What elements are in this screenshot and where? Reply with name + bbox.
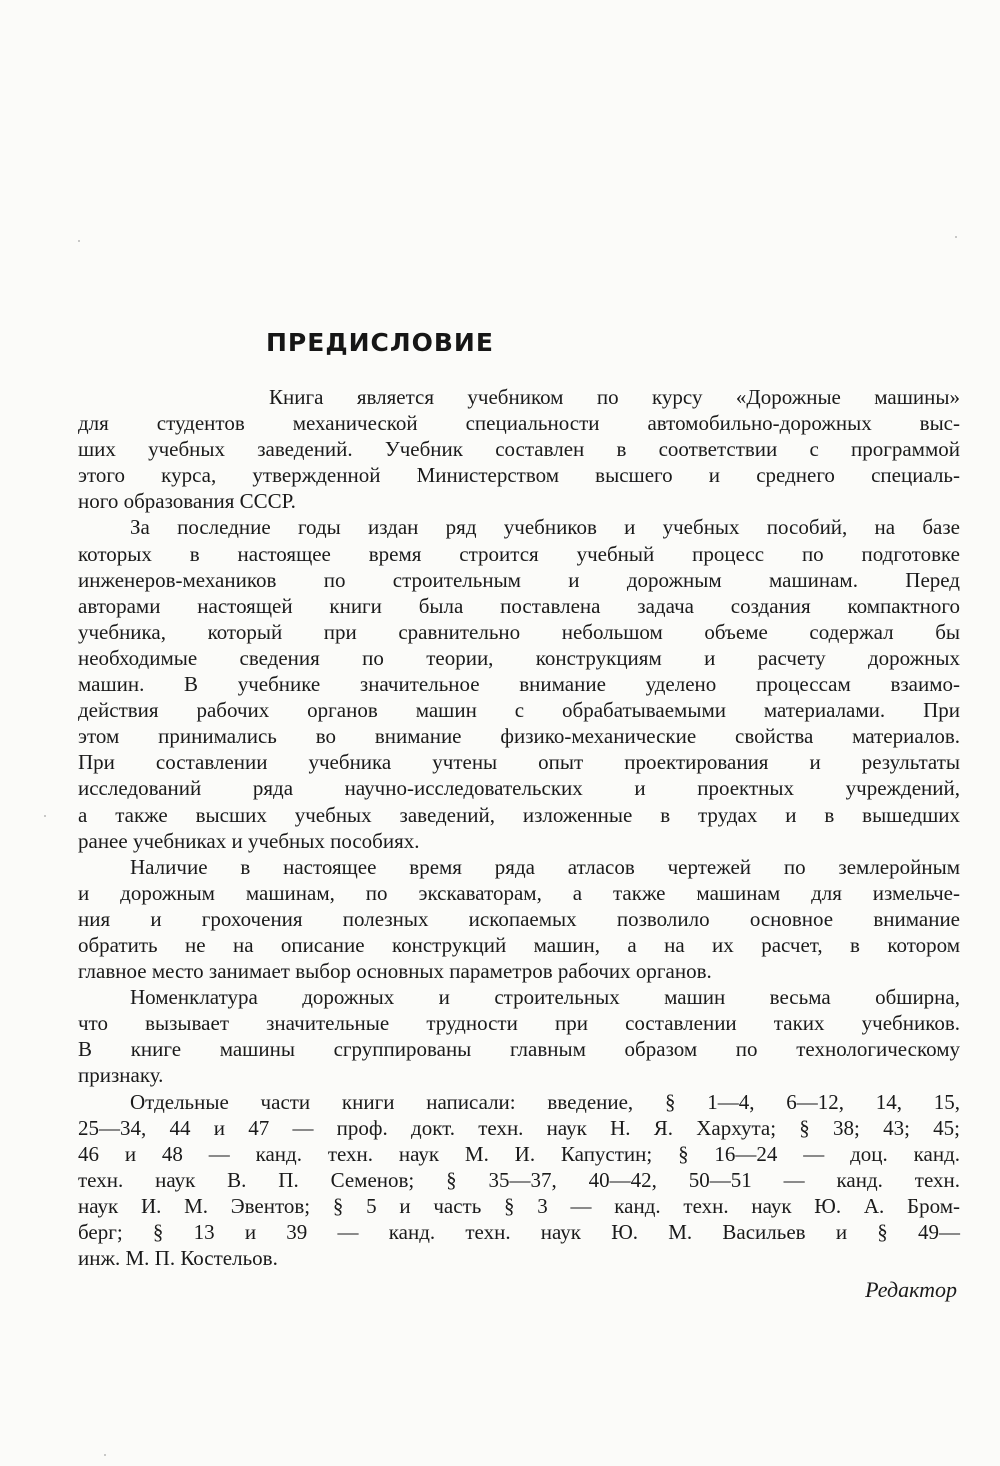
- text-line: При составлении учебника учтены опыт проектирования и результаты: [78, 750, 960, 775]
- text-line: действия рабочих органов машин с обрабатываемыми материалами. При: [78, 698, 960, 723]
- text-line: признаку.: [78, 1063, 164, 1088]
- text-line: 46 и 48 — канд. техн. наук М. И. Капустин; § 16—24 — доц. канд.: [78, 1141, 960, 1166]
- text-line: исследований ряда научно-исследовательских и проектных учреждений,: [78, 776, 960, 801]
- preface-body: [78, 384, 960, 1271]
- text-line: ния и грохочения полезных ископаемых позволило основное внимание: [78, 906, 960, 931]
- text-line: машин. В учебнике значительное внимание уделено процессам взаимо-: [78, 672, 960, 697]
- paragraph: [78, 514, 960, 853]
- text-line: Наличие в настоящее время ряда атласов чертежей по землеройным: [130, 854, 960, 879]
- text-line: Отдельные части книги написали: введение, § 1—4, 6—12, 14, 15,: [130, 1089, 960, 1114]
- text-line: техн. наук В. П. Семенов; § 35—37, 40—42, 50—51 — канд. техн.: [78, 1167, 960, 1192]
- text-line: берг; § 13 и 39 — канд. техн. наук Ю. М. Васильев и § 49—: [78, 1220, 960, 1244]
- paragraph: [78, 384, 960, 514]
- text-line: Номенклатура дорожных и строительных машин весьма обширна,: [130, 985, 960, 1010]
- text-line: необходимые сведения по теории, конструкциям и расчету дорожных: [78, 645, 960, 670]
- text-line: а также высших учебных заведений, изложенные в трудах и в вышедших: [78, 802, 960, 827]
- page-title: ПРЕДИСЛОВИЕ: [266, 328, 494, 357]
- text-line: ших учебных заведений. Учебник составлен в соответствии с программой: [78, 437, 960, 462]
- text-line: наук И. М. Эвентов; § 5 и часть § 3 — канд. техн. наук Ю. А. Бром-: [78, 1193, 960, 1218]
- text-line: учебника, который при сравнительно небольшом объеме содержал бы: [78, 619, 960, 644]
- text-line: В книге машины сгруппированы главным образом по технологическому: [78, 1037, 960, 1062]
- text-line: Книга является учебником по курсу «Дорожные машины»: [269, 385, 960, 409]
- text-line: что вызывает значительные трудности при составлении таких учебников.: [78, 1011, 960, 1036]
- text-line: этом принимались во внимание физико-механические свойства материалов.: [78, 724, 960, 749]
- text-line: и дорожным машинам, по экскаваторам, а также машинам для измельче-: [78, 880, 960, 905]
- text-line: авторами настоящей книги была поставлена задача создания компактного: [78, 593, 960, 618]
- text-line: инженеров-механиков по строительным и дорожным машинам. Перед: [78, 567, 960, 592]
- scan-speck: [78, 240, 80, 242]
- text-line: для студентов механической специальности автомобильно-дорожных выс-: [78, 411, 960, 436]
- paragraph: [78, 854, 960, 984]
- paragraph: [78, 1089, 960, 1272]
- text-line: ранее учебниках и учебных пособиях.: [78, 828, 420, 853]
- text-line: обратить не на описание конструкций машин, а на их расчет, в котором: [78, 932, 960, 957]
- text-line: 25—34, 44 и 47 — проф. докт. техн. наук Н. Я. Хархута; § 38; 43; 45;: [78, 1115, 960, 1140]
- scan-speck: [955, 236, 957, 238]
- editor-signature: Редактор: [865, 1277, 957, 1302]
- scan-speck: [104, 1454, 106, 1456]
- text-line: этого курса, утвержденной Министерством высшего и среднего специаль-: [78, 463, 960, 488]
- text-line: которых в настоящее время строится учебный процесс по подготовке: [78, 541, 960, 566]
- text-line: главное место занимает выбор основных параметров рабочих органов.: [78, 959, 712, 984]
- paragraph: [78, 984, 960, 1088]
- text-line: ного образования СССР.: [78, 489, 296, 514]
- text-line: За последние годы издан ряд учебников и учебных пособий, на базе: [130, 515, 960, 540]
- scan-speck: [44, 815, 46, 817]
- text-line: инж. М. П. Костельов.: [78, 1246, 278, 1271]
